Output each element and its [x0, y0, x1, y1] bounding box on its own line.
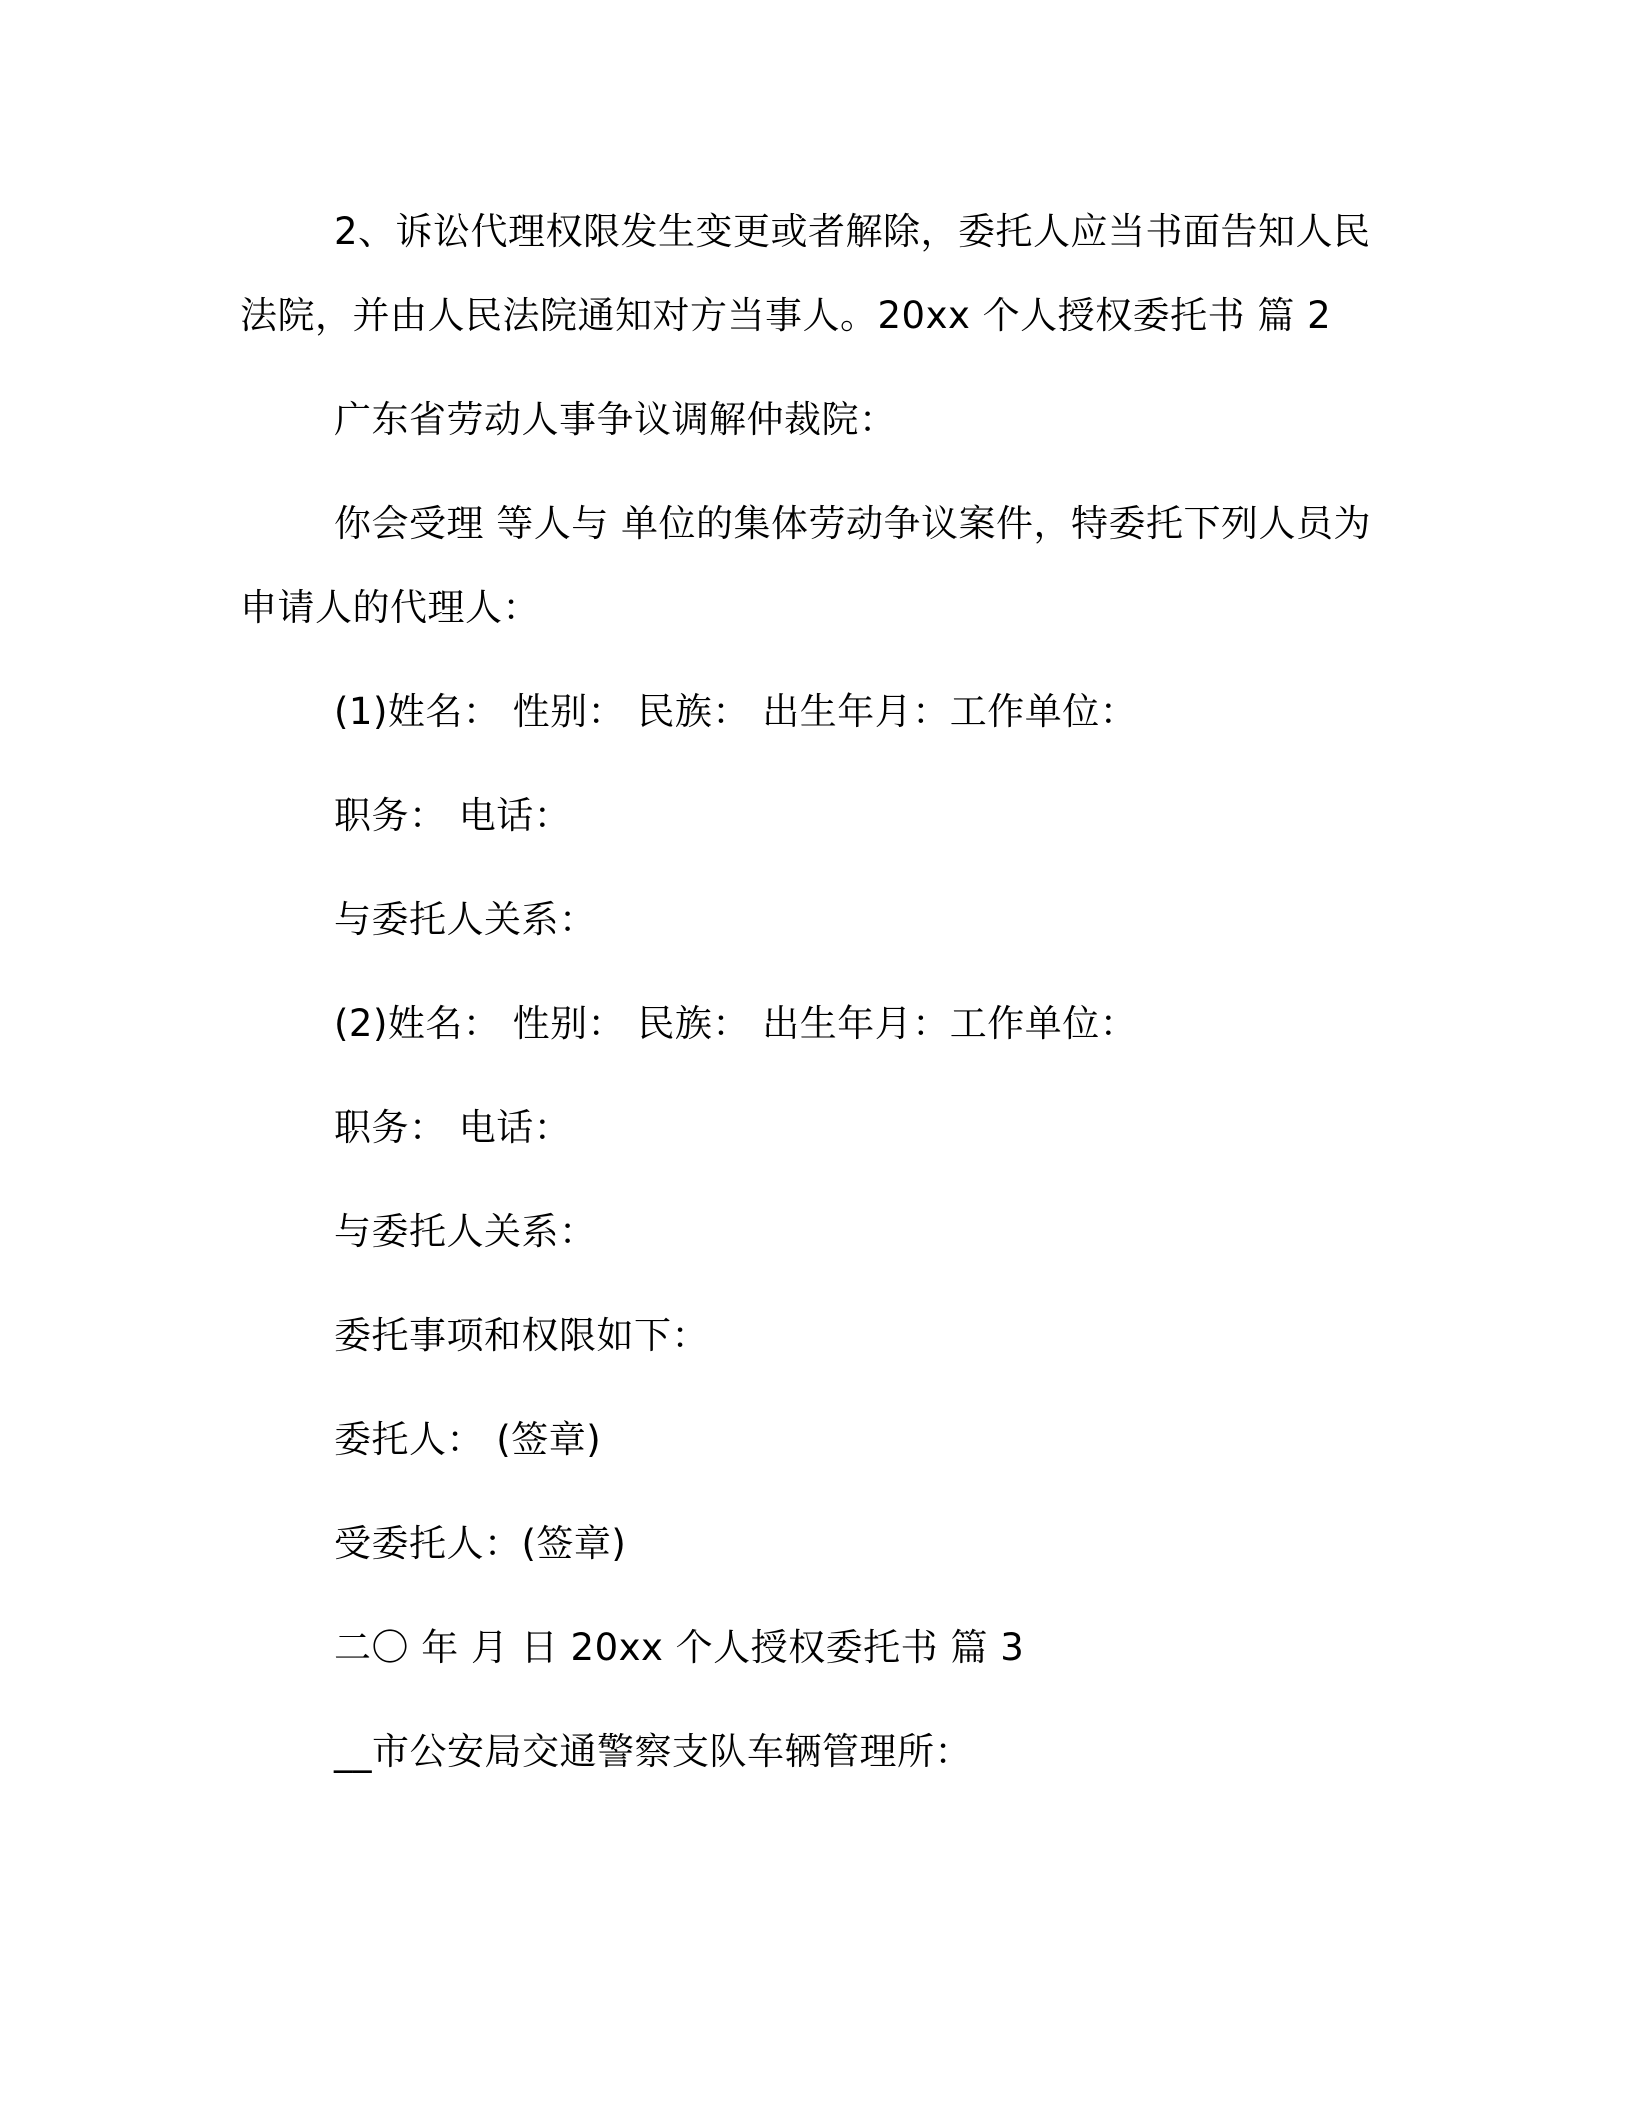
paragraph-scope: 委托事项和权限如下：: [334, 1314, 709, 1357]
paragraph-agent2-info: (2)姓名： 性别： 民族： 出生年月：工作单位：: [334, 1002, 1138, 1045]
paragraph-agent1-job-phone: 职务： 电话：: [334, 794, 572, 837]
paragraph-agent-signature: 受委托人：(签章): [334, 1522, 627, 1565]
paragraph-case-intro: 你会受理 等人与 单位的集体劳动争议案件，特委托下列人员为申请人的代理人：: [240, 502, 1372, 629]
paragraph-agent1-info: (1)姓名： 性别： 民族： 出生年月：工作单位：: [334, 690, 1138, 733]
paragraph-litigation-change: 2、诉讼代理权限发生变更或者解除，委托人应当书面告知人民法院，并由人民法院通知对方当事人。20xx 个人授权委托书 篇 2: [240, 210, 1371, 337]
paragraph-agent2-relation: 与委托人关系：: [334, 1210, 597, 1253]
paragraph-addressee-traffic: __市公安局交通警察支队车辆管理所：: [334, 1730, 972, 1773]
paragraph-date-and-title3: 二〇 年 月 日 20xx 个人授权委托书 篇 3: [334, 1626, 1025, 1669]
document-body: [240, 190, 1390, 1814]
paragraph-principal-signature: 委托人： (签章): [334, 1418, 602, 1461]
paragraph-agent1-relation: 与委托人关系：: [334, 898, 597, 941]
paragraph-addressee-arbitration: 广东省劳动人事争议调解仲裁院：: [334, 398, 897, 441]
paragraph-agent2-job-phone: 职务： 电话：: [334, 1106, 572, 1149]
